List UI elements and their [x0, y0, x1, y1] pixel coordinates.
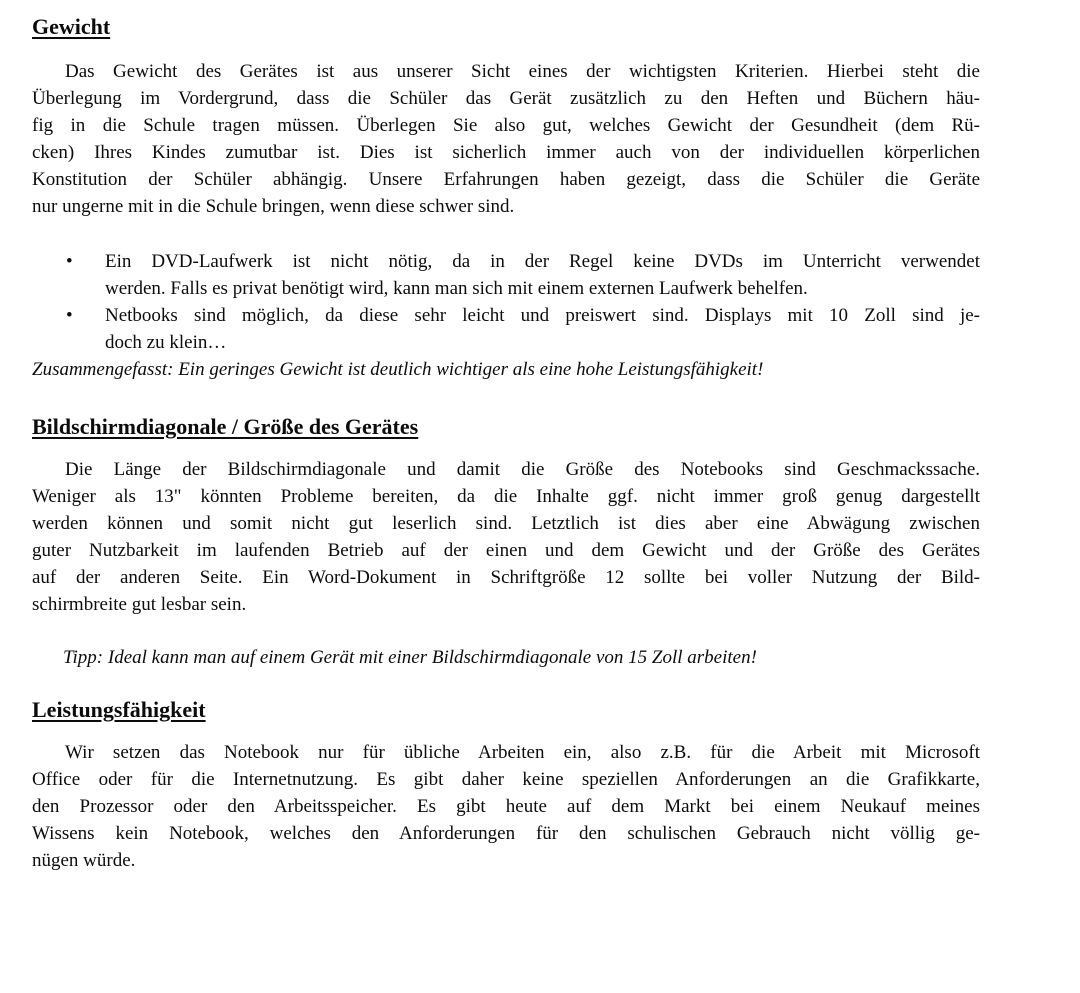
paragraph-line: Die Länge der Bildschirmdiagonale und damit die Größe des Notebooks sind Geschmackssache. — [65, 459, 980, 480]
bullet-icon: • — [66, 305, 73, 326]
paragraph-line: schirmbreite gut lesbar sein. — [32, 594, 247, 615]
section-leistungsfaehigkeit — [32, 696, 980, 726]
section-heading-bildschirmdiagonale: Bildschirmdiagonale / Größe des Gerätes — [32, 414, 419, 439]
paragraph-line: den Prozessor oder den Arbeitsspeicher. Es gibt heute auf dem Markt bei einem Neukauf meines — [32, 796, 980, 817]
section-gewicht — [32, 13, 980, 43]
paragraph-line: Office oder für die Internetnutzung. Es gibt daher keine speziellen Anforderungen an die Grafikkarte, — [32, 769, 980, 790]
bullet-icon: • — [66, 251, 73, 272]
tip-note: Tipp: Ideal kann man auf einem Gerät mit einer Bildschirmdiagonale von 15 Zoll arbeiten! — [63, 647, 757, 668]
paragraph-line: fig in die Schule tragen müssen. Überlegen Sie also gut, welches Gewicht der Gesundheit (dem Rü- — [32, 115, 980, 136]
paragraph-line: nur ungerne mit in die Schule bringen, wenn diese schwer sind. — [32, 196, 515, 217]
bullet-line: werden. Falls es privat benötigt wird, kann man sich mit einem externen Laufwerk behelfen. — [105, 278, 808, 299]
paragraph-line: guter Nutzbarkeit im laufenden Betrieb auf der einen und dem Gewicht und der Größe des Gerätes — [32, 540, 980, 561]
paragraph-line: Wir setzen das Notebook nur für übliche Arbeiten ein, also z.B. für die Arbeit mit Microsoft — [65, 742, 980, 763]
bullet-line: Netbooks sind möglich, da diese sehr leicht und preiswert sind. Displays mit 10 Zoll sind je- — [105, 305, 980, 326]
bullet-line: doch zu klein… — [105, 332, 227, 353]
list-item — [66, 248, 980, 302]
list-item — [66, 302, 980, 356]
paragraph-line: cken) Ihres Kindes zumutbar ist. Dies ist sicherlich immer auch von der individuellen körperlichen — [32, 142, 980, 163]
paragraph-leistungsfaehigkeit — [32, 739, 980, 874]
paragraph-line: Konstitution der Schüler abhängig. Unsere Erfahrungen haben gezeigt, dass die Schüler die Geräte — [32, 169, 980, 190]
paragraph-line: Das Gewicht des Gerätes ist aus unserer Sicht eines der wichtigsten Kriterien. Hierbei steht die — [65, 61, 980, 82]
bullet-list — [32, 248, 980, 356]
paragraph-line: nügen würde. — [32, 850, 136, 871]
section-heading-gewicht: Gewicht — [32, 14, 111, 39]
section-heading-leistungsfaehigkeit: Leistungsfähigkeit — [32, 697, 206, 722]
paragraph-line: Wissens kein Notebook, welches den Anforderungen für den schulischen Gebrauch nicht völlig ge- — [32, 823, 980, 844]
paragraph-line: Überlegung im Vordergrund, dass die Schüler das Gerät zusätzlich zu den Heften und Büchern häu- — [32, 88, 980, 109]
paragraph-line: werden können und somit nicht gut leserlich sind. Letztlich ist dies aber eine Abwägung zwischen — [32, 513, 980, 534]
bullet-line: Ein DVD-Laufwerk ist nicht nötig, da in der Regel keine DVDs im Unterricht verwendet — [105, 251, 980, 272]
summary-note: Zusammengefasst: Ein geringes Gewicht ist deutlich wichtiger als eine hohe Leistungsfähigkeit! — [32, 359, 764, 380]
paragraph-gewicht — [32, 58, 980, 220]
section-bildschirmdiagonale — [32, 413, 980, 443]
paragraph-line: auf der anderen Seite. Ein Word-Dokument in Schriftgröße 12 sollte bei voller Nutzung der Bild- — [32, 567, 980, 588]
paragraph-bildschirmdiagonale — [32, 456, 980, 618]
paragraph-line: Weniger als 13" könnten Probleme bereiten, da die Inhalte ggf. nicht immer groß genug dargestellt — [32, 486, 980, 507]
